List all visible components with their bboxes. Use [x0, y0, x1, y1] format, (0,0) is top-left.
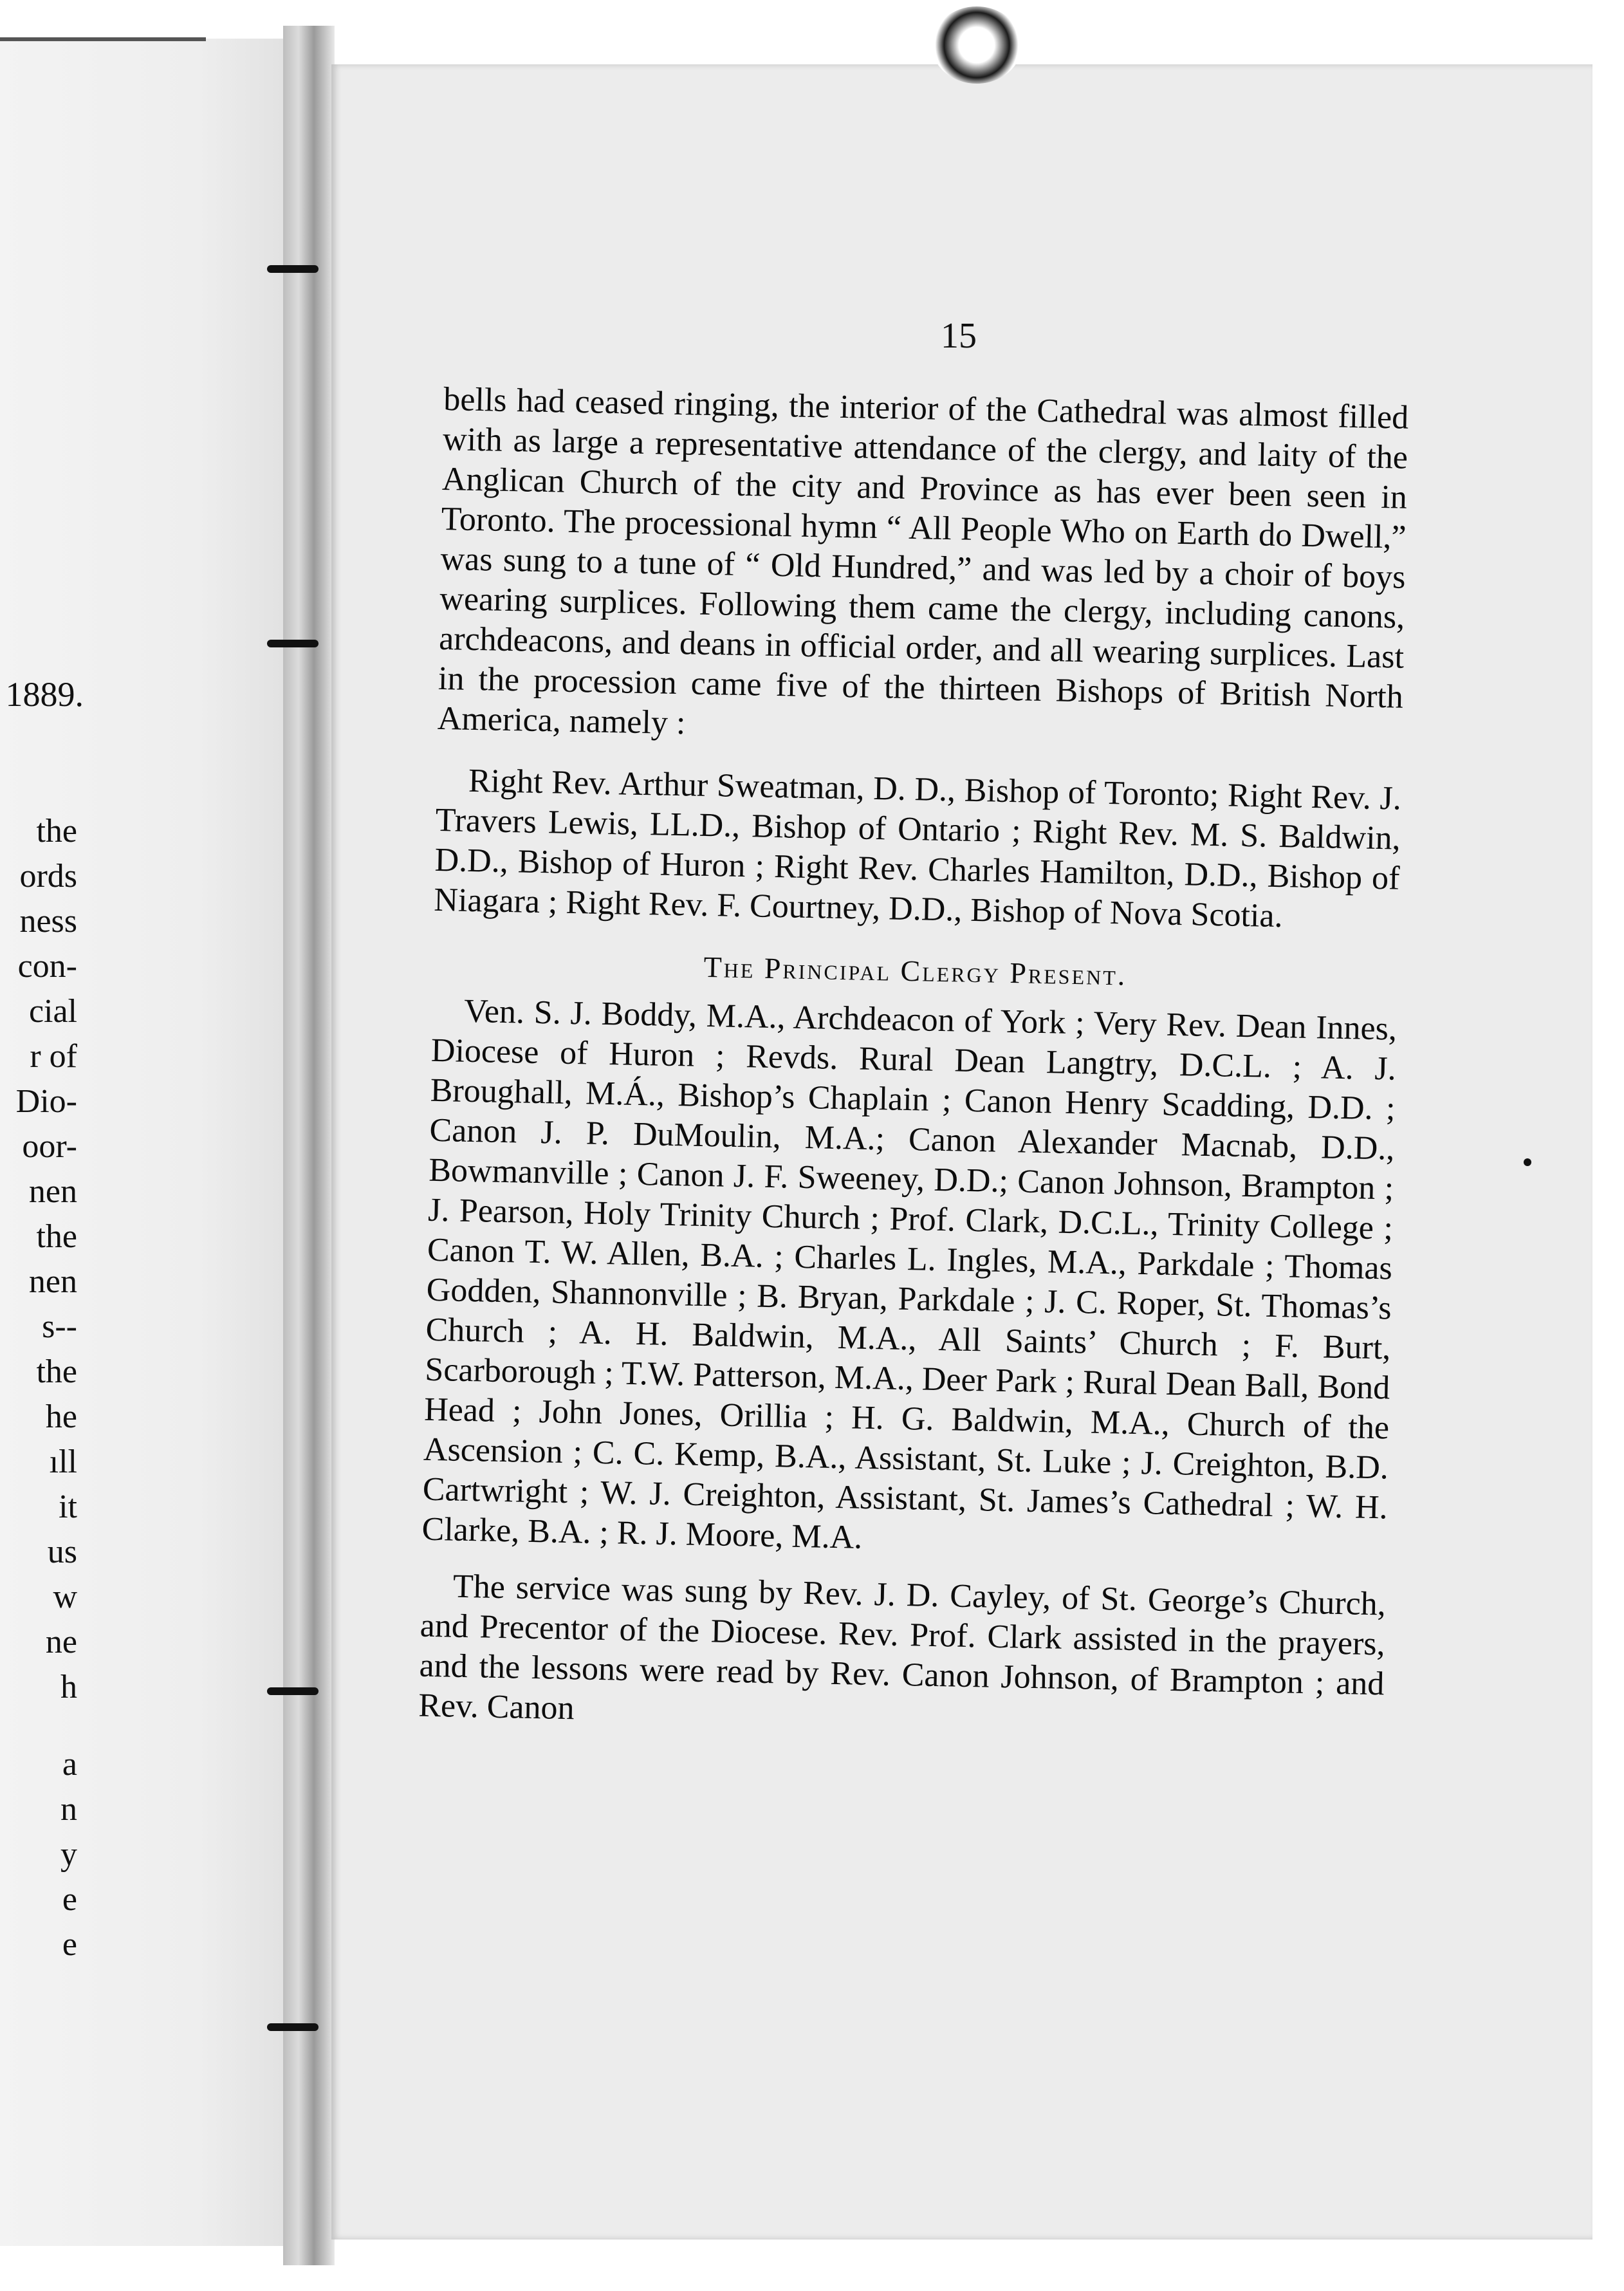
binding-stitch: [267, 265, 318, 273]
left-fragment: oor-: [22, 1128, 77, 1165]
left-page-year: 1889.: [5, 675, 84, 714]
book-gutter: [283, 26, 335, 2265]
left-fragment: cial: [28, 993, 77, 1030]
binding-stitch: [267, 640, 318, 647]
left-fragment: e: [62, 1926, 77, 1963]
left-fragment: h: [60, 1669, 77, 1705]
bishops-list: Right Rev. Arthur Sweatman, D. D., Bishop of Toronto; Right Rev. J. Travers Lewis, LL.D., Bishop of Ontario ; Right Rev. M. S. Baldwin, D.D., Bishop of Huron ; Right Rev. Charles Hamilton, D.D., Bishop of Niagara ; Right Rev. F. Courtney, D.D., Bishop of Nova Scotia.: [433, 762, 1402, 935]
left-fragment: nen: [28, 1173, 77, 1210]
left-fragment: us: [47, 1534, 77, 1570]
left-fragment: ıll: [49, 1443, 77, 1480]
left-fragment: r of: [30, 1038, 77, 1075]
right-page-edge: [1592, 77, 1624, 2265]
ink-speck: [1524, 1158, 1531, 1166]
left-fragment: w: [53, 1579, 77, 1615]
left-fragment: a: [62, 1746, 77, 1783]
service-paragraph: The service was sung by Rev. J. D. Cayley, of St. George’s Church, and Precentor of the Diocese. Rev. Prof. Clark assisted in the prayers, and the lessons were read by Rev. Canon Johnson, of Brampton ; and Rev. Canon: [418, 1568, 1387, 1727]
left-fragment: y: [60, 1836, 77, 1873]
section-heading: The Principal Clergy Present.: [703, 950, 1127, 992]
left-fragment: e: [62, 1881, 77, 1918]
left-page-text-fragments: [0, 0, 283, 2207]
left-fragment: it: [59, 1489, 77, 1525]
binding-stitch: [267, 1687, 318, 1695]
opening-paragraph: bells had ceased ringing, the interior of the Cathedral was almost filled with as large a representative attendance of the clergy, and laity of the Anglican Church of the city and Province as has ever been seen in Toronto. The processional hymn “ All People Who on Earth do Dwell,” was sung to a tune of “ Old Hundred,” and was led by a choir of boys wearing surplices. Following them came the clergy, including canons, archdeacons, and deans in official order, and all wearing surplices. Last in the procession came five of the thirteen Bishops of British North America, namely :: [437, 380, 1409, 742]
left-fragment: n: [60, 1791, 77, 1828]
left-fragment: the: [36, 1353, 77, 1390]
page-number: 15: [941, 316, 977, 356]
library-stamp: [932, 6, 1022, 84]
left-fragment: the: [36, 813, 77, 849]
clergy-list: Ven. S. J. Boddy, M.A., Archdeacon of York ; Very Rev. Dean Innes, Diocese of Huron ; Revds. Rural Dean Langtry, D.C.L. ; A. J. Broughall, M.Á., Bishop’s Chaplain ; Canon Henry Scadding, D.D. ; Canon J. P. DuMoulin, M.A.; Canon Alexander Macnab, D.D., Bowmanville ; Canon J. F. Sweeney, D.D.; Canon Johnson, Brampton ; J. Pearson, Holy Trinity Church ; Prof. Clark, D.C.L., Trinity College ; Canon T. W. Allen, B.A. ; Charles L. Ingles, M.A., Parkdale ; Thomas Godden, Shannonville ; B. Bryan, Parkdale ; J. C. Roper, St. Thomas’s Church ; A. H. Baldwin, M.A., All Saints’ Church ; F. Burt, Scarborough ; T.W. Patterson, M.A., Deer Park ; Rural Dean Ball, Bond Head ; John Jones, Orillia ; H. G. Baldwin, M.A., Church of the Ascension ; C. C. Kemp, B.A., Assistant, St. Luke ; J. Creighton, B.D. Cartwright ; W. J. Creighton, Assistant, St. James’s Cathedral ; W. H. Clarke, B.A. ; R. J. Moore, M.A.: [421, 992, 1398, 1556]
left-fragment: nen: [28, 1263, 77, 1300]
binding-stitch: [267, 2023, 318, 2031]
left-fragment: con-: [17, 948, 77, 985]
page-body-text: [418, 380, 1409, 1744]
left-fragment: ness: [19, 903, 77, 940]
left-fragment: the: [36, 1218, 77, 1255]
left-fragment: he: [45, 1398, 77, 1435]
left-fragment: Dio-: [15, 1083, 77, 1120]
left-fragment: ne: [45, 1624, 77, 1660]
left-fragment: ords: [19, 858, 77, 895]
left-fragment: s--: [42, 1308, 77, 1345]
